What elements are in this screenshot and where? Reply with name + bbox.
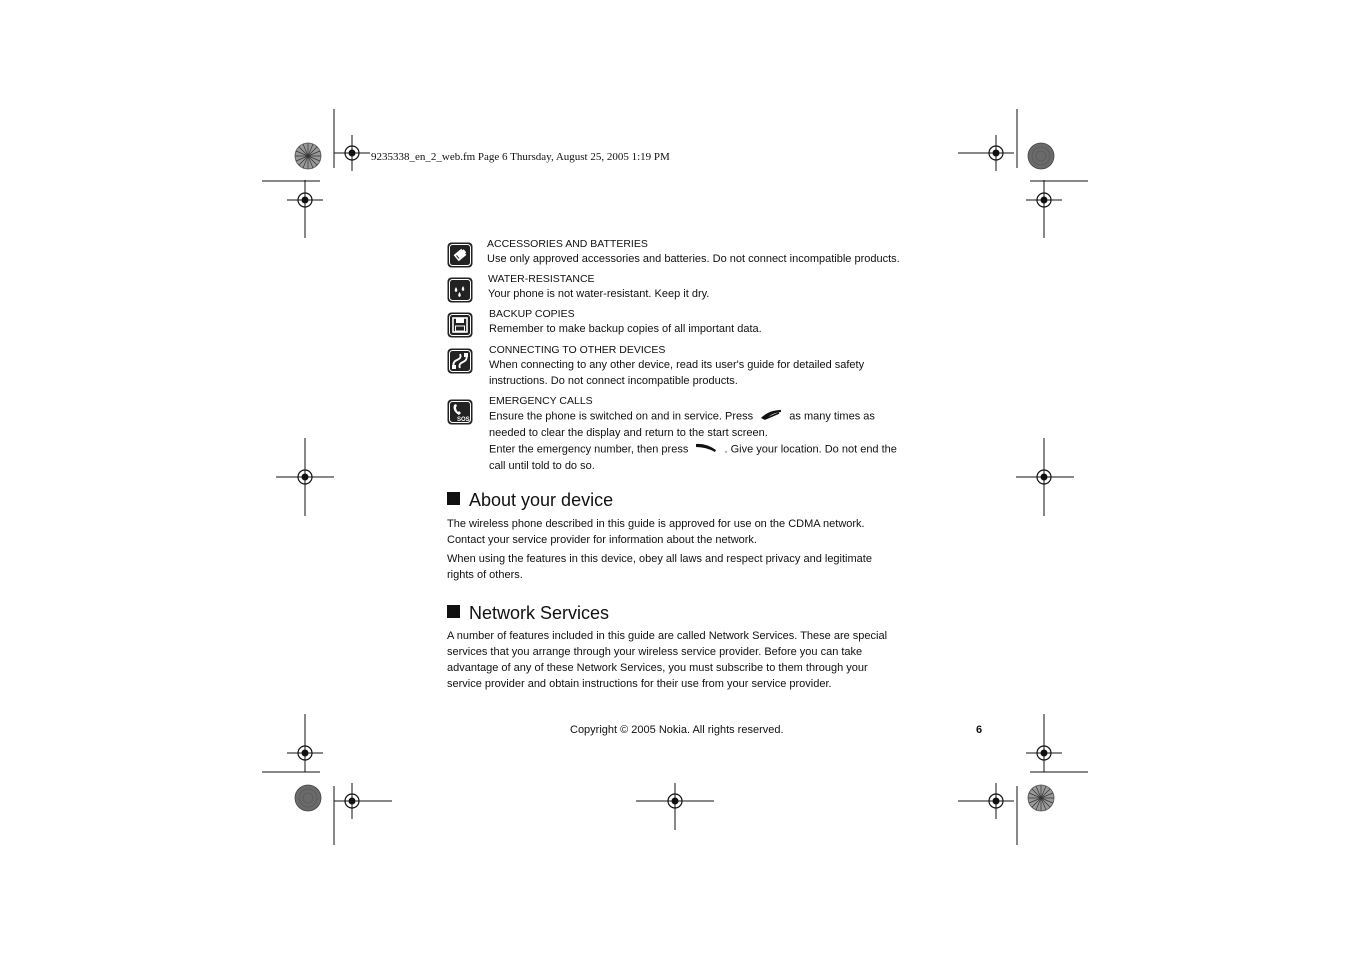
svg-text:SOS: SOS (457, 417, 470, 423)
safety-body-line: call until told to do so. (489, 460, 595, 472)
heading-text: About your device (469, 490, 614, 510)
safety-body-line: needed to clear the display and return to the start screen. (489, 427, 768, 439)
safety-title: BACKUP COPIES (489, 308, 575, 320)
bullet-square-icon (447, 492, 460, 505)
para-line: services that you arrange through your wireless service provider. Before you can take (447, 646, 863, 658)
registration-mark (334, 135, 370, 171)
para-line: Contact your service provider for information about the network. (447, 534, 757, 546)
footer-copyright: Copyright © 2005 Nokia. All rights reserved. (570, 724, 784, 736)
water-drops-icon (447, 277, 473, 303)
bullet-square-icon (447, 605, 460, 618)
para-line: When using the features in this device, obey all laws and respect privacy and legitimate (447, 553, 872, 565)
safety-body-text: . Give your location. Do not end the (724, 443, 897, 456)
safety-body-line: When connecting to any other device, read its user's guide for detailed safety (489, 359, 865, 371)
para-line: advantage of any of these Network Services, you must subscribe to them through your (447, 662, 868, 674)
print-header: 9235338_en_2_web.fm Page 6 Thursday, August 25, 2005 1:19 PM (371, 151, 670, 163)
safety-body: Your phone is not water-resistant. Keep it dry. (488, 288, 710, 300)
para-line: rights of others. (447, 569, 523, 581)
starburst-mark (1028, 785, 1054, 811)
connecting-devices-icon (447, 348, 473, 374)
safety-title: CONNECTING TO OTHER DEVICES (489, 344, 666, 356)
starburst-mark (295, 143, 321, 169)
safety-title: WATER-RESISTANCE (488, 273, 595, 285)
sos-phone-icon (447, 399, 473, 425)
para-line: A number of features included in this guide are called Network Services. These are special (447, 630, 888, 642)
floppy-disk-icon (447, 312, 473, 338)
safety-title: ACCESSORIES AND BATTERIES (487, 238, 648, 250)
accessories-battery-icon (447, 242, 473, 268)
about-paragraph-2 (447, 551, 897, 583)
end-key-icon (759, 408, 783, 425)
safety-title: EMERGENCY CALLS (489, 395, 593, 407)
network-paragraph (447, 628, 897, 692)
density-mark (295, 785, 321, 811)
page-number: 6 (976, 724, 983, 736)
density-mark (1028, 143, 1054, 169)
section-heading-about (447, 489, 613, 511)
para-line: service provider and obtain instructions for their use from your service provider. (447, 678, 832, 690)
section-heading-network (447, 602, 609, 624)
para-line: The wireless phone described in this guide is approved for use on the CDMA network. (447, 518, 865, 530)
safety-body-text: as many times as (789, 410, 875, 423)
safety-body: Use only approved accessories and batteries. Do not connect incompatible products. (487, 253, 900, 265)
safety-body-text: Enter the emergency number, then press (489, 443, 689, 456)
safety-body-line: instructions. Do not connect incompatible products. (489, 375, 738, 387)
call-key-icon (694, 441, 718, 458)
about-paragraph-1 (447, 516, 897, 548)
heading-text: Network Services (469, 603, 610, 623)
safety-body: Remember to make backup copies of all important data. (489, 323, 762, 335)
safety-body-text: Ensure the phone is switched on and in service. Press (489, 410, 754, 423)
